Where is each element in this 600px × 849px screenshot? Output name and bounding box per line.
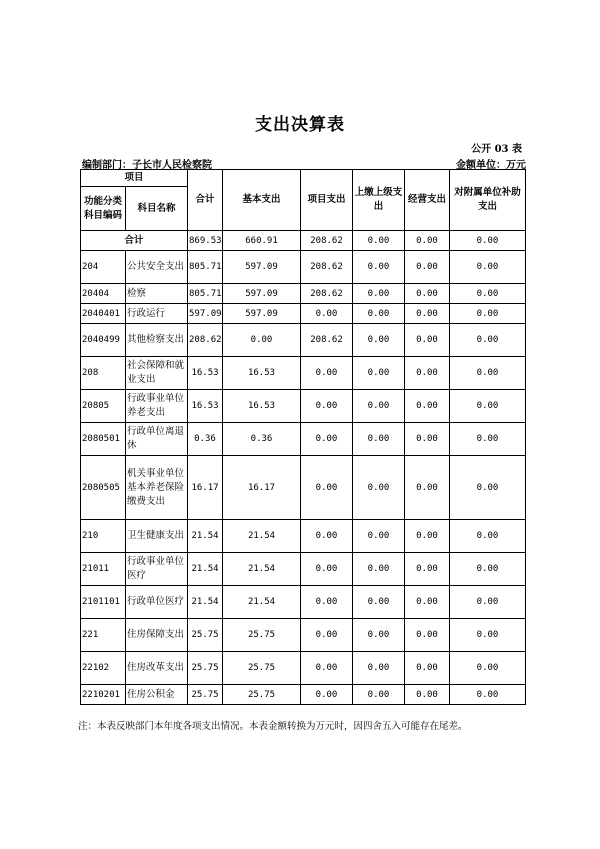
code-cell: 210 (81, 520, 126, 553)
code-cell: 204 (81, 251, 126, 284)
upper-cell: 0.00 (353, 652, 405, 685)
table-row (81, 390, 526, 423)
total-cell: 21.54 (188, 586, 223, 619)
header-total: 合计 (188, 170, 223, 231)
name-cell: 公共安全支出 (126, 251, 188, 284)
total-cell: 0.36 (188, 423, 223, 456)
business-cell: 0.00 (405, 357, 450, 390)
upper-cell: 0.00 (353, 251, 405, 284)
table-row (81, 520, 526, 553)
header-basic: 基本支出 (223, 170, 301, 231)
basic-cell: 25.75 (223, 652, 301, 685)
code-cell: 2040499 (81, 324, 126, 357)
total-label: 合计 (81, 231, 188, 251)
business-cell: 0.00 (405, 390, 450, 423)
table-row (81, 456, 526, 520)
subsidy-cell: 0.00 (450, 619, 526, 652)
total-cell: 25.75 (188, 619, 223, 652)
business-cell: 0.00 (405, 304, 450, 324)
table-row (81, 685, 526, 705)
upper-cell: 0.00 (353, 586, 405, 619)
name-cell: 住房公积金 (126, 685, 188, 705)
name-cell: 卫生健康支出 (126, 520, 188, 553)
business-cell: 0.00 (405, 324, 450, 357)
basic-cell: 0.00 (223, 324, 301, 357)
table-row (81, 619, 526, 652)
basic-cell: 21.54 (223, 520, 301, 553)
subsidy-cell: 0.00 (450, 284, 526, 304)
basic-cell: 597.09 (223, 251, 301, 284)
basic-cell: 25.75 (223, 685, 301, 705)
basic-cell: 21.54 (223, 586, 301, 619)
name-cell: 住房保障支出 (126, 619, 188, 652)
project-cell: 0.00 (301, 619, 353, 652)
table-row (81, 251, 526, 284)
basic-cell: 597.09 (223, 284, 301, 304)
upper-cell: 0.00 (353, 304, 405, 324)
upper-cell: 0.00 (353, 423, 405, 456)
business-cell: 0.00 (405, 284, 450, 304)
project-cell: 0.00 (301, 423, 353, 456)
amount-unit-label: 金额单位：万元 (456, 160, 526, 171)
business-cell: 0.00 (405, 456, 450, 520)
code-cell: 2101101 (81, 586, 126, 619)
code-cell: 21011 (81, 553, 126, 586)
total-cell: 805.71 (188, 251, 223, 284)
name-cell: 机关事业单位基本养老保险缴费支出 (126, 456, 188, 520)
table-row (81, 357, 526, 390)
code-cell: 2080505 (81, 456, 126, 520)
project-cell: 208.62 (301, 324, 353, 357)
upper-cell: 0.00 (353, 619, 405, 652)
upper-cell: 0.00 (353, 390, 405, 423)
project-cell: 0.00 (301, 652, 353, 685)
upper-cell: 0.00 (353, 685, 405, 705)
code-cell: 20404 (81, 284, 126, 304)
business-cell: 0.00 (405, 520, 450, 553)
subsidy-cell: 0.00 (450, 652, 526, 685)
code-cell: 2080501 (81, 423, 126, 456)
business-cell: 0.00 (405, 423, 450, 456)
name-cell: 其他检察支出 (126, 324, 188, 357)
subsidy-cell: 0.00 (450, 456, 526, 520)
header-subject-name: 科目名称 (126, 187, 188, 231)
header-item: 项目 (81, 170, 188, 187)
form-number: 公开 03 表 (471, 144, 522, 155)
project-cell: 0.00 (301, 586, 353, 619)
total-cell: 21.54 (188, 553, 223, 586)
basic-cell: 16.53 (223, 357, 301, 390)
footnote: 注：本表反映部门本年度各项支出情况。本表金额转换为万元时，因四舍五入可能存在尾差。 (78, 721, 468, 732)
business-cell: 0.00 (405, 685, 450, 705)
total-row (81, 231, 526, 251)
upper-cell: 0.00 (353, 553, 405, 586)
name-cell: 住房改革支出 (126, 652, 188, 685)
name-cell: 行政事业单位养老支出 (126, 390, 188, 423)
total-cell: 16.53 (188, 357, 223, 390)
code-cell: 2040401 (81, 304, 126, 324)
basic-cell: 21.54 (223, 553, 301, 586)
header-business: 经营支出 (405, 170, 450, 231)
subsidy-cell: 0.00 (450, 685, 526, 705)
name-cell: 行政事业单位医疗 (126, 553, 188, 586)
subsidy-cell: 0.00 (450, 586, 526, 619)
table-row (81, 324, 526, 357)
subsidy-cell: 0.00 (450, 357, 526, 390)
department-label: 编制部门：子长市人民检察院 (82, 160, 212, 171)
total-cell: 16.53 (188, 390, 223, 423)
code-cell: 22102 (81, 652, 126, 685)
basic-cell: 25.75 (223, 619, 301, 652)
code-cell: 208 (81, 357, 126, 390)
header-func-code: 功能分类科目编码 (81, 187, 126, 231)
page-title: 支出决算表 (255, 115, 345, 135)
business-cell: 0.00 (405, 251, 450, 284)
total-cell: 21.54 (188, 520, 223, 553)
subsidy-cell: 0.00 (450, 520, 526, 553)
header-subsidy: 对附属单位补助支出 (450, 170, 526, 231)
subsidy-cell: 0.00 (450, 324, 526, 357)
subsidy-cell: 0.00 (450, 553, 526, 586)
basic-cell: 16.17 (223, 456, 301, 520)
name-cell: 行政单位医疗 (126, 586, 188, 619)
basic-cell: 597.09 (223, 304, 301, 324)
business-cell: 0.00 (405, 553, 450, 586)
upper-cell: 0.00 (353, 324, 405, 357)
subsidy-cell: 0.00 (450, 231, 526, 251)
table-row (81, 284, 526, 304)
project-cell: 0.00 (301, 390, 353, 423)
total-cell: 25.75 (188, 652, 223, 685)
project-cell: 0.00 (301, 553, 353, 586)
total-cell: 208.62 (188, 324, 223, 357)
table-row (81, 304, 526, 324)
business-cell: 0.00 (405, 231, 450, 251)
total-cell: 16.17 (188, 456, 223, 520)
project-cell: 208.62 (301, 231, 353, 251)
project-cell: 0.00 (301, 520, 353, 553)
upper-cell: 0.00 (353, 456, 405, 520)
project-cell: 0.00 (301, 304, 353, 324)
upper-cell: 0.00 (353, 520, 405, 553)
basic-cell: 16.53 (223, 390, 301, 423)
subsidy-cell: 0.00 (450, 251, 526, 284)
table-row (81, 586, 526, 619)
name-cell: 社会保障和就业支出 (126, 357, 188, 390)
table-row (81, 553, 526, 586)
business-cell: 0.00 (405, 619, 450, 652)
name-cell: 行政运行 (126, 304, 188, 324)
project-cell: 0.00 (301, 456, 353, 520)
table-row (81, 423, 526, 456)
table-row (81, 652, 526, 685)
subsidy-cell: 0.00 (450, 304, 526, 324)
header-project: 项目支出 (301, 170, 353, 231)
upper-cell: 0.00 (353, 231, 405, 251)
upper-cell: 0.00 (353, 357, 405, 390)
code-cell: 2210201 (81, 685, 126, 705)
total-cell: 869.53 (188, 231, 223, 251)
project-cell: 0.00 (301, 357, 353, 390)
name-cell: 行政单位离退休 (126, 423, 188, 456)
total-cell: 25.75 (188, 685, 223, 705)
name-cell: 检察 (126, 284, 188, 304)
business-cell: 0.00 (405, 652, 450, 685)
project-cell: 208.62 (301, 284, 353, 304)
project-cell: 0.00 (301, 685, 353, 705)
total-cell: 597.09 (188, 304, 223, 324)
upper-cell: 0.00 (353, 284, 405, 304)
project-cell: 208.62 (301, 251, 353, 284)
header-upper: 上缴上级支出 (353, 170, 405, 231)
basic-cell: 660.91 (223, 231, 301, 251)
code-cell: 20805 (81, 390, 126, 423)
subsidy-cell: 0.00 (450, 423, 526, 456)
code-cell: 221 (81, 619, 126, 652)
total-cell: 805.71 (188, 284, 223, 304)
business-cell: 0.00 (405, 586, 450, 619)
expenditure-table (80, 169, 526, 705)
basic-cell: 0.36 (223, 423, 301, 456)
subsidy-cell: 0.00 (450, 390, 526, 423)
